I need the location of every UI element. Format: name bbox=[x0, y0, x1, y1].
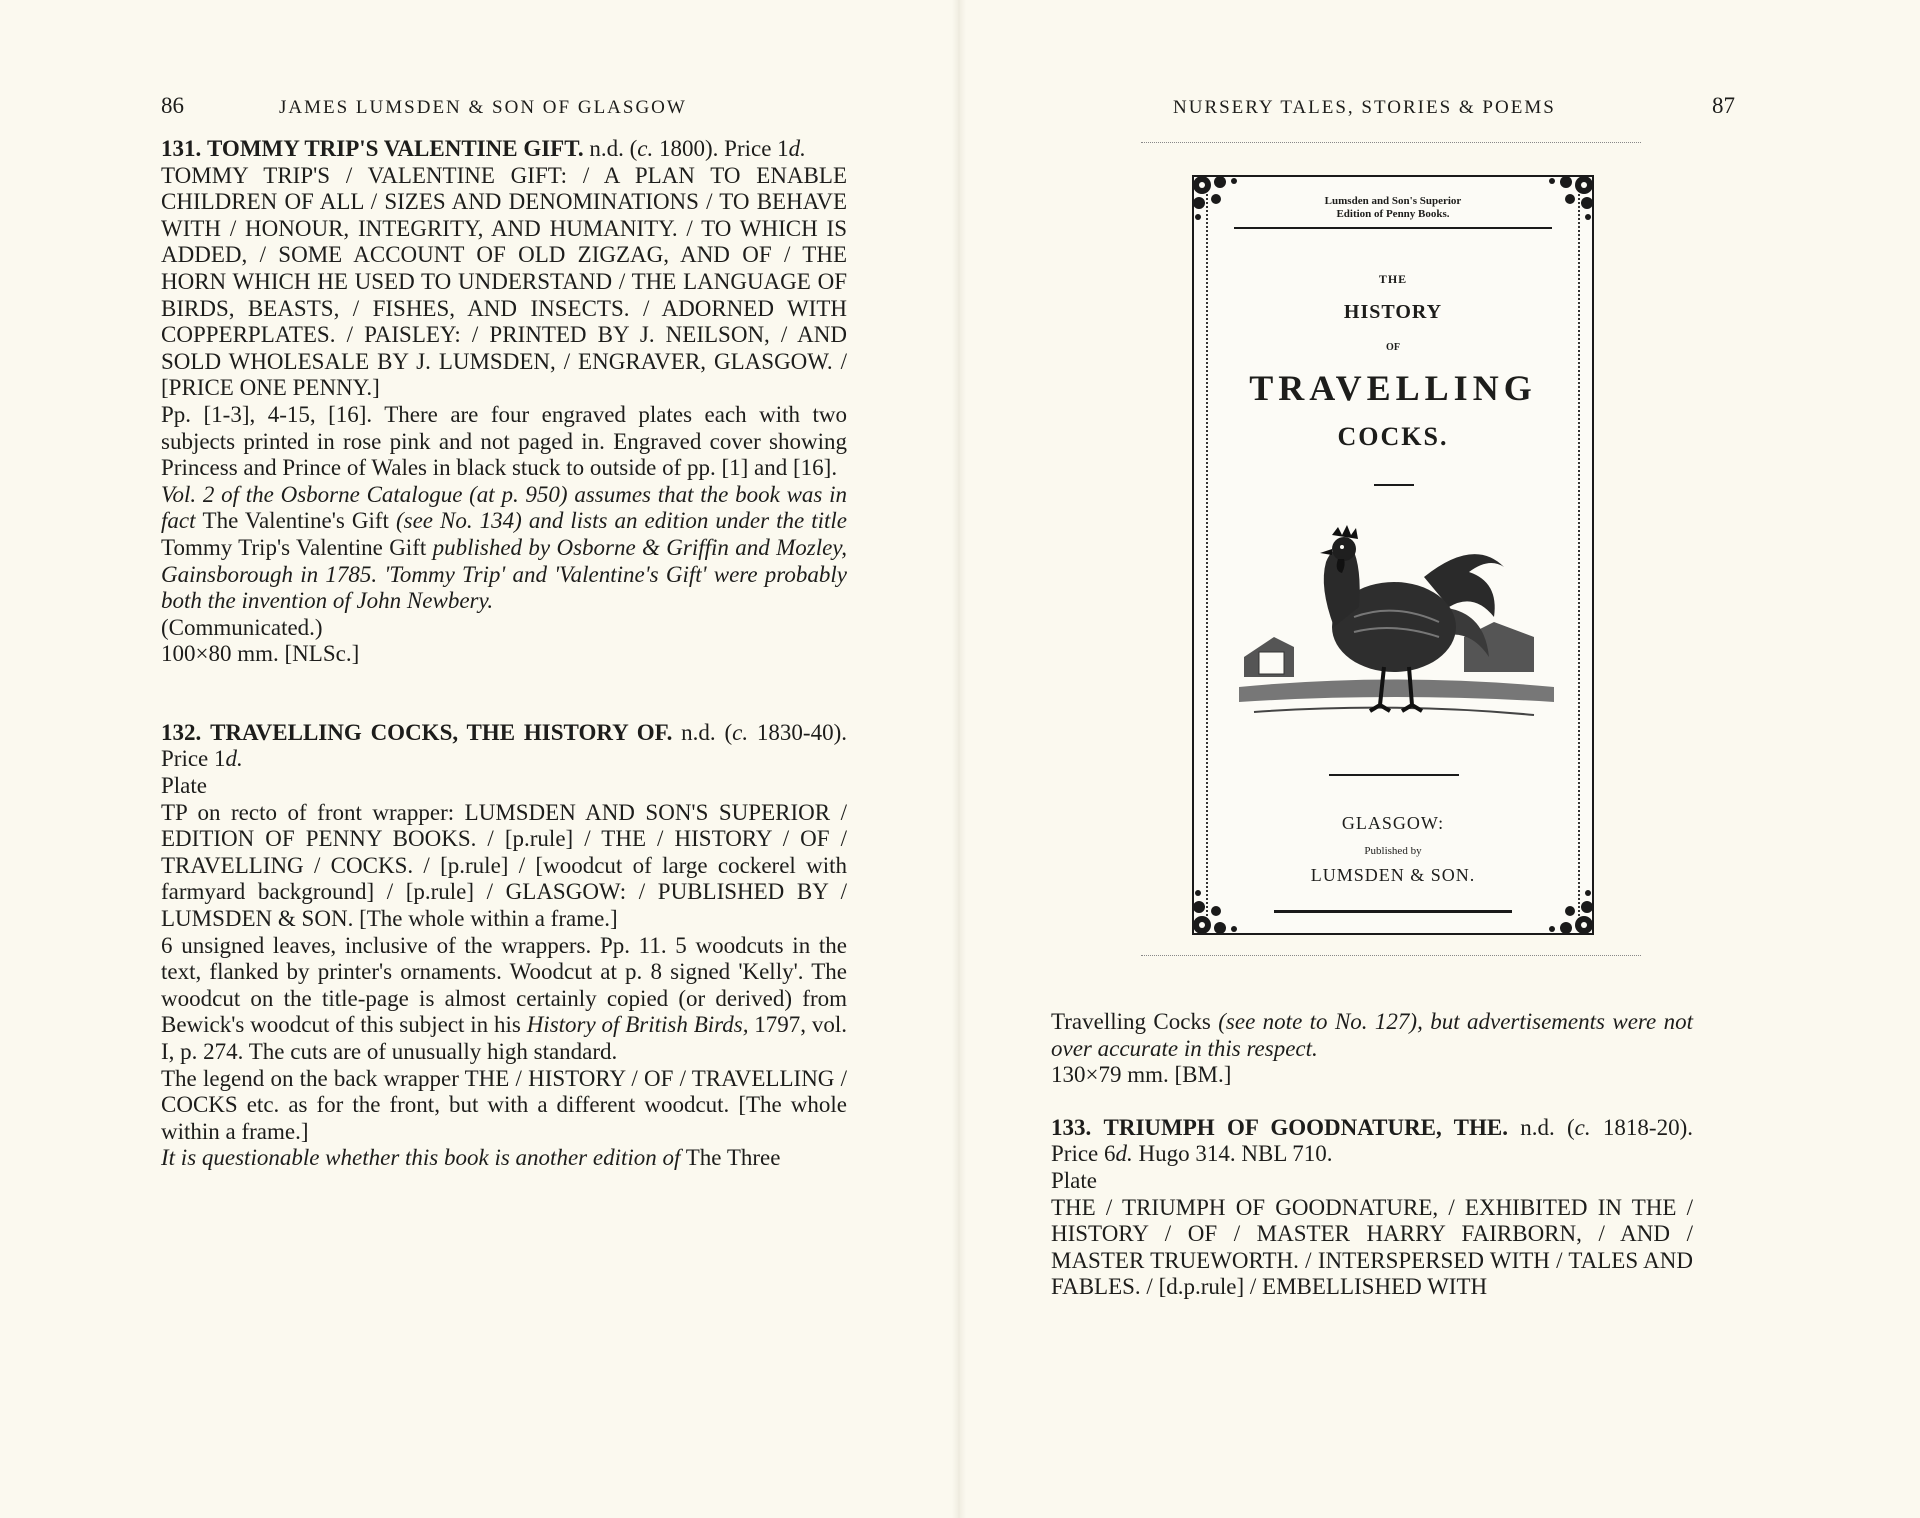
circa: c. bbox=[732, 719, 749, 745]
note-text: published by Osborne & Griffin and Mozley, Gainsborough in 1785. 'Tommy Trip' and 'Valentine's Gift' were probably both the invention of John Newbery. bbox=[161, 534, 848, 614]
cockerel-woodcut-icon bbox=[1234, 487, 1556, 727]
figure-bottom-rule bbox=[1141, 955, 1641, 956]
plate-travelling: TRAVELLING bbox=[1249, 368, 1537, 408]
pence: d. bbox=[788, 136, 806, 161]
entry-132-collation bbox=[161, 933, 847, 1066]
collation-text: 1797, vol. I, p. 274. The cuts are of unusually high standard. bbox=[161, 1012, 848, 1064]
title-page-plate bbox=[1192, 175, 1594, 935]
figure-top-rule bbox=[1141, 142, 1641, 143]
entry-132-note bbox=[161, 1145, 847, 1172]
pence: d. bbox=[1115, 1141, 1133, 1167]
right-page-text bbox=[1051, 1009, 1693, 1301]
page-number: 86 bbox=[161, 93, 184, 118]
entry-references: Hugo 314. NBL 710. bbox=[1132, 1141, 1333, 1167]
note-book-title: The Three bbox=[685, 1145, 781, 1171]
plate-series-line bbox=[1234, 195, 1552, 221]
collation-text: 6 unsigned leaves, inclusive of the wrappers. Pp. 11. 5 woodcuts in the text, flanked by printer's ornaments. Woodcut at p. 8 signed 'Kelly'. The woodcut on the title-page is almost certainly copied (or derived) from Bewick's woodcut of this subject in his bbox=[161, 932, 847, 1038]
entry-date: n.d. ( bbox=[1520, 1114, 1575, 1140]
note-book-title: The Valentine's Gift bbox=[202, 508, 389, 534]
entry-131-note bbox=[161, 482, 847, 615]
circa: c. bbox=[637, 136, 654, 161]
entry-131-size: 100×80 mm. [NLSc.] bbox=[161, 641, 360, 667]
running-head: NURSERY TALES, STORIES & POEMS bbox=[1173, 97, 1556, 118]
continuation-book-title: Travelling Cocks bbox=[1051, 1009, 1211, 1034]
entry-spacer bbox=[1051, 1089, 1693, 1115]
left-page bbox=[0, 0, 958, 1518]
right-page bbox=[958, 0, 1920, 1518]
entry-number: 132. bbox=[161, 719, 202, 745]
floral-ornament-icon bbox=[1536, 877, 1596, 937]
plate-publisher: LUMSDEN & SON. bbox=[1310, 865, 1476, 885]
entry-132-continuation bbox=[1051, 1009, 1693, 1062]
note-text: Vol. 2 of the Osborne Catalogue (at p. 950) assumes that the book was in fact bbox=[161, 481, 847, 534]
running-head: JAMES LUMSDEN & SON OF GLASGOW bbox=[279, 97, 687, 118]
entry-title: TRIUMPH OF GOODNATURE, THE. bbox=[1103, 1114, 1508, 1140]
plate-of: OF bbox=[1386, 342, 1400, 353]
page-number: 87 bbox=[1712, 93, 1735, 118]
note-text: (see No. 134) and lists an edition under the title bbox=[395, 508, 847, 534]
note-book-title: Tommy Trip's Valentine Gift bbox=[161, 534, 427, 560]
note-text: It is questionable whether this book is another edition of bbox=[161, 1145, 681, 1171]
continuation-note: (see note to No. 127), but advertisements were not over accurate in this respect. bbox=[1051, 1009, 1693, 1061]
entry-132-transcription: TP on recto of front wrapper: LUMSDEN AND SON'S SUPERIOR / EDITION OF PENNY BOOKS. / [p.rule] / THE / HISTORY / OF / TRAVELLING / COCKS. / [p.rule] / [woodcut of large cockerel with farmyard background] / [p.rule] / GLASGOW: / PUBLISHED BY / LUMSDEN & SON. [The whole within a frame.] bbox=[161, 799, 847, 932]
entry-title: TOMMY TRIP'S VALENTINE GIFT. bbox=[207, 136, 584, 161]
entry-date-price: 1800). Price 1 bbox=[653, 136, 789, 161]
plate-series-line-1: Lumsden and Son's Superior bbox=[1324, 195, 1462, 207]
circa: c. bbox=[1574, 1114, 1591, 1140]
entry-131-collation: Pp. [1-3], 4-15, [16]. There are four engraved plates each with two subjects printed in rose pink and not paged in. Engraved cover showing Princess and Prince of Wales in black stuck to outside of pp. [1] and [16]. bbox=[161, 401, 847, 481]
entry-131-communicated: (Communicated.) bbox=[161, 614, 323, 640]
entry-date-end: 1818-20). bbox=[1590, 1114, 1693, 1140]
entry-131-transcription: TOMMY TRIP'S / VALENTINE GIFT: / A PLAN TO ENABLE CHILDREN OF ALL / SIZES AND DENOMINATIONS / TO BEHAVE WITH / HONOUR, INTEGRITY, AND HUMANITY. / TO WHICH IS ADDED, / SOME ACCOUNT OF OLD ZIGZAG, AND OF / THE HORN WHICH HE USED TO UNDERSTAND / THE LANGUAGE OF BIRDS, BEASTS, / FISHES, AND INSECTS. / ADORNED WITH COPPERPLATES. / PAISLEY: / PRINTED BY J. NEILSON, / AND SOLD WHOLESALE BY J. LUMSDEN, / ENGRAVER, GLASGOW. / [PRICE ONE PENNY.] bbox=[161, 162, 847, 401]
entry-number: 133. bbox=[1051, 1114, 1092, 1140]
entry-132-plate: Plate bbox=[161, 773, 207, 799]
entry-133-transcription: THE / TRIUMPH OF GOODNATURE, / EXHIBITED IN THE / HISTORY / OF / MASTER HARRY FAIRBORN, / AND / MASTER TRUEWORTH. / INTERSPERSED WITH / TALES AND FABLES. / [d.p.rule] / EMBELLISHED WITH bbox=[1051, 1194, 1693, 1300]
plate-bottom-rule bbox=[1274, 910, 1512, 913]
entry-132-legend: The legend on the back wrapper THE / HISTORY / OF / TRAVELLING / COCKS etc. as for the front, but with a different woodcut. [The whole within a frame.] bbox=[161, 1065, 847, 1144]
plate-short-rule bbox=[1374, 484, 1414, 486]
entry-price: Price 6 bbox=[1051, 1141, 1116, 1167]
plate-history: HISTORY bbox=[1343, 301, 1443, 323]
plate-glasgow: GLASGOW: bbox=[1341, 813, 1445, 833]
entry-date: n.d. ( bbox=[681, 719, 733, 745]
pence: d. bbox=[225, 746, 243, 772]
plate-rule bbox=[1329, 774, 1459, 776]
plate-series-line-2: Edition of Penny Books. bbox=[1336, 208, 1450, 220]
plate-the: THE bbox=[1378, 272, 1408, 286]
plate-rule bbox=[1234, 227, 1552, 229]
entry-131-heading bbox=[161, 136, 847, 163]
entry-title: TRAVELLING COCKS, THE HISTORY OF. bbox=[210, 719, 673, 745]
entry-date-price: 1830-40). Price 1 bbox=[161, 719, 847, 772]
floral-ornament-icon bbox=[1190, 877, 1250, 937]
collation-book-title: History of British Birds, bbox=[526, 1012, 749, 1038]
entry-133-heading bbox=[1051, 1115, 1693, 1168]
left-page-text bbox=[161, 136, 847, 1172]
entry-date: n.d. ( bbox=[589, 136, 638, 161]
entry-133-plate: Plate bbox=[1051, 1167, 1097, 1193]
plate-published-by: Published by bbox=[1364, 845, 1422, 857]
entry-spacer bbox=[161, 668, 847, 720]
entry-132-size: 130×79 mm. [BM.] bbox=[1051, 1062, 1232, 1088]
entry-number: 131. bbox=[161, 136, 202, 161]
plate-cocks: COCKS. bbox=[1337, 422, 1449, 451]
entry-132-heading bbox=[161, 720, 847, 773]
